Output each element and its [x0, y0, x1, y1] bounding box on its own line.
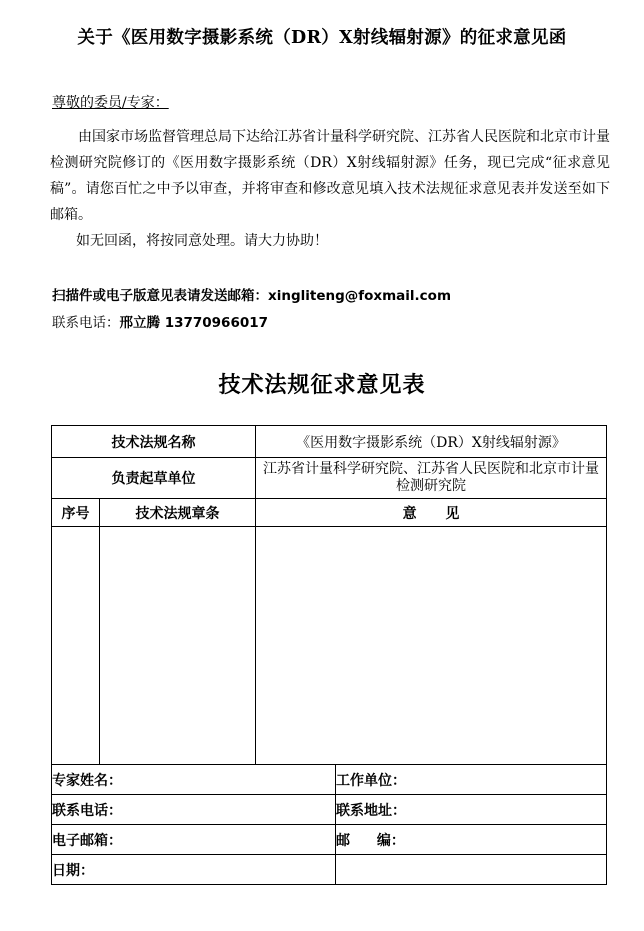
phone-field[interactable]: 联系电话：: [52, 795, 336, 825]
email-label: 扫描件或电子版意见表请发送邮箱：: [52, 288, 268, 304]
letter-title: 关于《医用数字摄影系统（DR）X射线辐射源》的征求意见函: [77, 28, 567, 48]
seq-cell[interactable]: [52, 527, 100, 765]
form-title: 技术法规征求意见表: [218, 372, 426, 398]
expert-name-field[interactable]: 专家姓名：: [52, 765, 336, 795]
opinion-cell[interactable]: [256, 527, 607, 765]
phone-label: 联系电话：: [52, 315, 120, 331]
blank-cell: [336, 855, 607, 885]
letter-paragraph-2: 如无回函，将按同意处理。请大力协助！: [76, 233, 328, 249]
address-field[interactable]: 联系地址：: [336, 795, 607, 825]
email-line: [52, 284, 451, 304]
email-address[interactable]: xingliteng@foxmail.com: [268, 288, 452, 304]
letter-paragraph-1: 由国家市场监督管理总局下达给江苏省计量科学研究院、江苏省人民医院和北京市计量检测研究院修订的《医用数字摄影系统（DR）X射线辐射源》任务，现已完成“征求意见稿”。请您百忙之中予以审查，并将审查和修改意见填入技术法规征求意见表并发送至如下邮箱。: [50, 129, 610, 223]
regulation-name-label: 技术法规名称: [52, 426, 256, 458]
postcode-field[interactable]: 邮 编：: [336, 825, 607, 855]
work-unit-field[interactable]: 工作单位：: [336, 765, 607, 795]
column-clause: 技术法规章条: [100, 499, 256, 527]
column-seq: 序号: [52, 499, 100, 527]
date-field[interactable]: 日期：: [52, 855, 336, 885]
opinion-form-table: [51, 425, 607, 885]
regulation-name-value: 《医用数字摄影系统（DR）X射线辐射源》: [256, 426, 607, 458]
email-field[interactable]: 电子邮箱：: [52, 825, 336, 855]
greeting: 尊敬的委员/专家：: [52, 95, 169, 111]
phone-contact: 邢立腾 13770966017: [119, 315, 269, 331]
drafting-unit-value: 江苏省计量科学研究院、江苏省人民医院和北京市计量检测研究院: [256, 458, 607, 499]
phone-line: [52, 311, 268, 331]
column-opinion: 意 见: [256, 499, 607, 527]
clause-cell[interactable]: [100, 527, 256, 765]
drafting-unit-label: 负责起草单位: [52, 458, 256, 499]
